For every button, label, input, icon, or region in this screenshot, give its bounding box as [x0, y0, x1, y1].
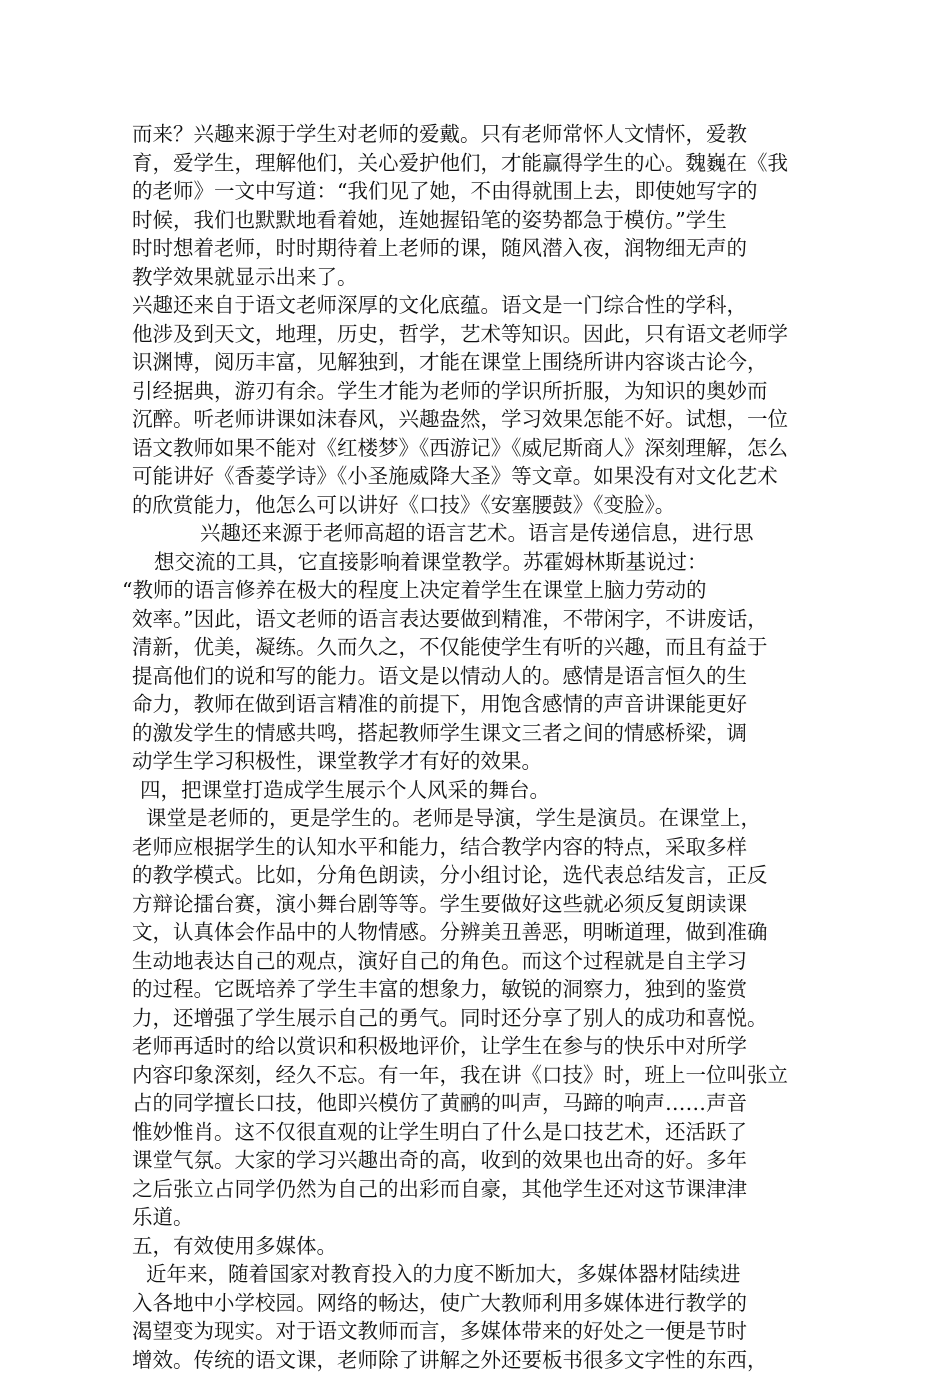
- text-line: 之后张立占同学仍然为自己的出彩而自豪，其他学生还对这节课津津: [132, 1175, 832, 1204]
- text-line: 占的同学擅长口技，他即兴模仿了黄鹂的叫声，马蹄的响声……声音: [132, 1089, 832, 1118]
- text-line: 的激发学生的情感共鸣，搭起教师学生课文三者之间的情感桥梁，调: [132, 719, 832, 748]
- text-line: 时候，我们也默默地看着她，连她握铅笔的姿势都急于模仿。”学生: [132, 206, 832, 235]
- text-line: 入各地中小学校园。网络的畅达，使广大教师利用多媒体进行教学的: [132, 1289, 832, 1318]
- text-line: 命力，教师在做到语言精准的前提下，用饱含感情的声音讲课能更好: [132, 690, 832, 719]
- text-line: 增效。传统的语文课，老师除了讲解之外还要板书很多文字性的东西，: [132, 1346, 832, 1374]
- text-line: 而来？兴趣来源于学生对老师的爱戴。只有老师常怀人文情怀，爱教: [132, 120, 832, 149]
- text-line: 提高他们的说和写的能力。语文是以情动人的。感情是语言恒久的生: [132, 662, 832, 691]
- text-line: 兴趣还来自于语文老师深厚的文化底蕴。语文是一门综合性的学科，: [132, 291, 832, 320]
- text-line: 时时想着老师，时时期待着上老师的课，随风潜入夜，润物细无声的: [132, 234, 832, 263]
- text-line: 引经据典，游刃有余。学生才能为老师的学识所折服，为知识的奥妙而: [132, 377, 832, 406]
- text-line: 课堂是老师的，更是学生的。老师是导演，学生是演员。在课堂上，: [132, 804, 832, 833]
- text-line: 课堂气氛。大家的学习兴趣出奇的高，收到的效果也出奇的好。多年: [132, 1146, 832, 1175]
- text-line: 老师应根据学生的认知水平和能力，结合教学内容的特点，采取多样: [132, 833, 832, 862]
- text-line: 可能讲好《香菱学诗》《小圣施威降大圣》等文章。如果没有对文化艺术: [132, 462, 832, 491]
- text-line: 识渊博，阅历丰富，见解独到，才能在课堂上围绕所讲内容谈古论今，: [132, 348, 832, 377]
- text-line: 力，还增强了学生展示自己的勇气。同时还分享了别人的成功和喜悦。: [132, 1004, 832, 1033]
- text-line: 的过程。它既培养了学生丰富的想象力，敏锐的洞察力，独到的鉴赏: [132, 975, 832, 1004]
- text-line: 沉醉。听老师讲课如沫春风，兴趣盎然，学习效果怎能不好。试想，一位: [132, 405, 832, 434]
- text-line: “教师的语言修养在极大的程度上决定着学生在课堂上脑力劳动的: [122, 576, 832, 605]
- text-line: 方辩论擂台赛，演小舞台剧等等。学生要做好这些就必须反复朗读课: [132, 890, 832, 919]
- text-line: 的老师》一文中写道：“我们见了她，不由得就围上去，即使她写字的: [132, 177, 832, 206]
- text-line: 他涉及到天文，地理，历史，哲学，艺术等知识。因此，只有语文老师学: [132, 320, 832, 349]
- text-line: 的欣赏能力，他怎么可以讲好《口技》《安塞腰鼓》《变脸》。: [132, 491, 832, 520]
- text-line: 兴趣还来源于老师高超的语言艺术。语言是传递信息，进行思: [132, 519, 832, 548]
- text-line: 育，爱学生，理解他们，关心爱护他们，才能赢得学生的心。魏巍在《我: [132, 149, 832, 178]
- text-line: 文，认真体会作品中的人物情感。分辨美丑善恶，明晰道理，做到准确: [132, 918, 832, 947]
- section-heading: 五，有效使用多媒体。: [132, 1232, 832, 1261]
- body-text: [132, 120, 832, 1374]
- text-line: 清新，优美，凝练。久而久之，不仅能使学生有听的兴趣，而且有益于: [132, 633, 832, 662]
- text-line: 乐道。: [132, 1203, 832, 1232]
- text-line: 惟妙惟肖。这不仅很直观的让学生明白了什么是口技艺术，还活跃了: [132, 1118, 832, 1147]
- text-line: 生动地表达自己的观点，演好自己的角色。而这个过程就是自主学习: [132, 947, 832, 976]
- text-line: 的教学模式。比如，分角色朗读，分小组讨论，选代表总结发言，正反: [132, 861, 832, 890]
- text-line: 想交流的工具，它直接影响着课堂教学。苏霍姆林斯基说过：: [132, 548, 832, 577]
- text-line: 教学效果就显示出来了。: [132, 263, 832, 292]
- text-line: 近年来，随着国家对教育投入的力度不断加大，多媒体器材陆续进: [132, 1260, 832, 1289]
- text-line: 动学生学习积极性，课堂教学才有好的效果。: [132, 747, 832, 776]
- text-line: 渴望变为现实。对于语文教师而言，多媒体带来的好处之一便是节时: [132, 1317, 832, 1346]
- text-line: 老师再适时的给以赏识和积极地评价，让学生在参与的快乐中对所学: [132, 1032, 832, 1061]
- text-line: 语文教师如果不能对《红楼梦》《西游记》《威尼斯商人》深刻理解，怎么: [132, 434, 832, 463]
- text-line: 内容印象深刻，经久不忘。有一年，我在讲《口技》时，班上一位叫张立: [132, 1061, 832, 1090]
- section-heading: 四，把课堂打造成学生展示个人风采的舞台。: [132, 776, 832, 805]
- text-line: 效率。”因此，语文老师的语言表达要做到精准，不带闲字，不讲废话，: [132, 605, 832, 634]
